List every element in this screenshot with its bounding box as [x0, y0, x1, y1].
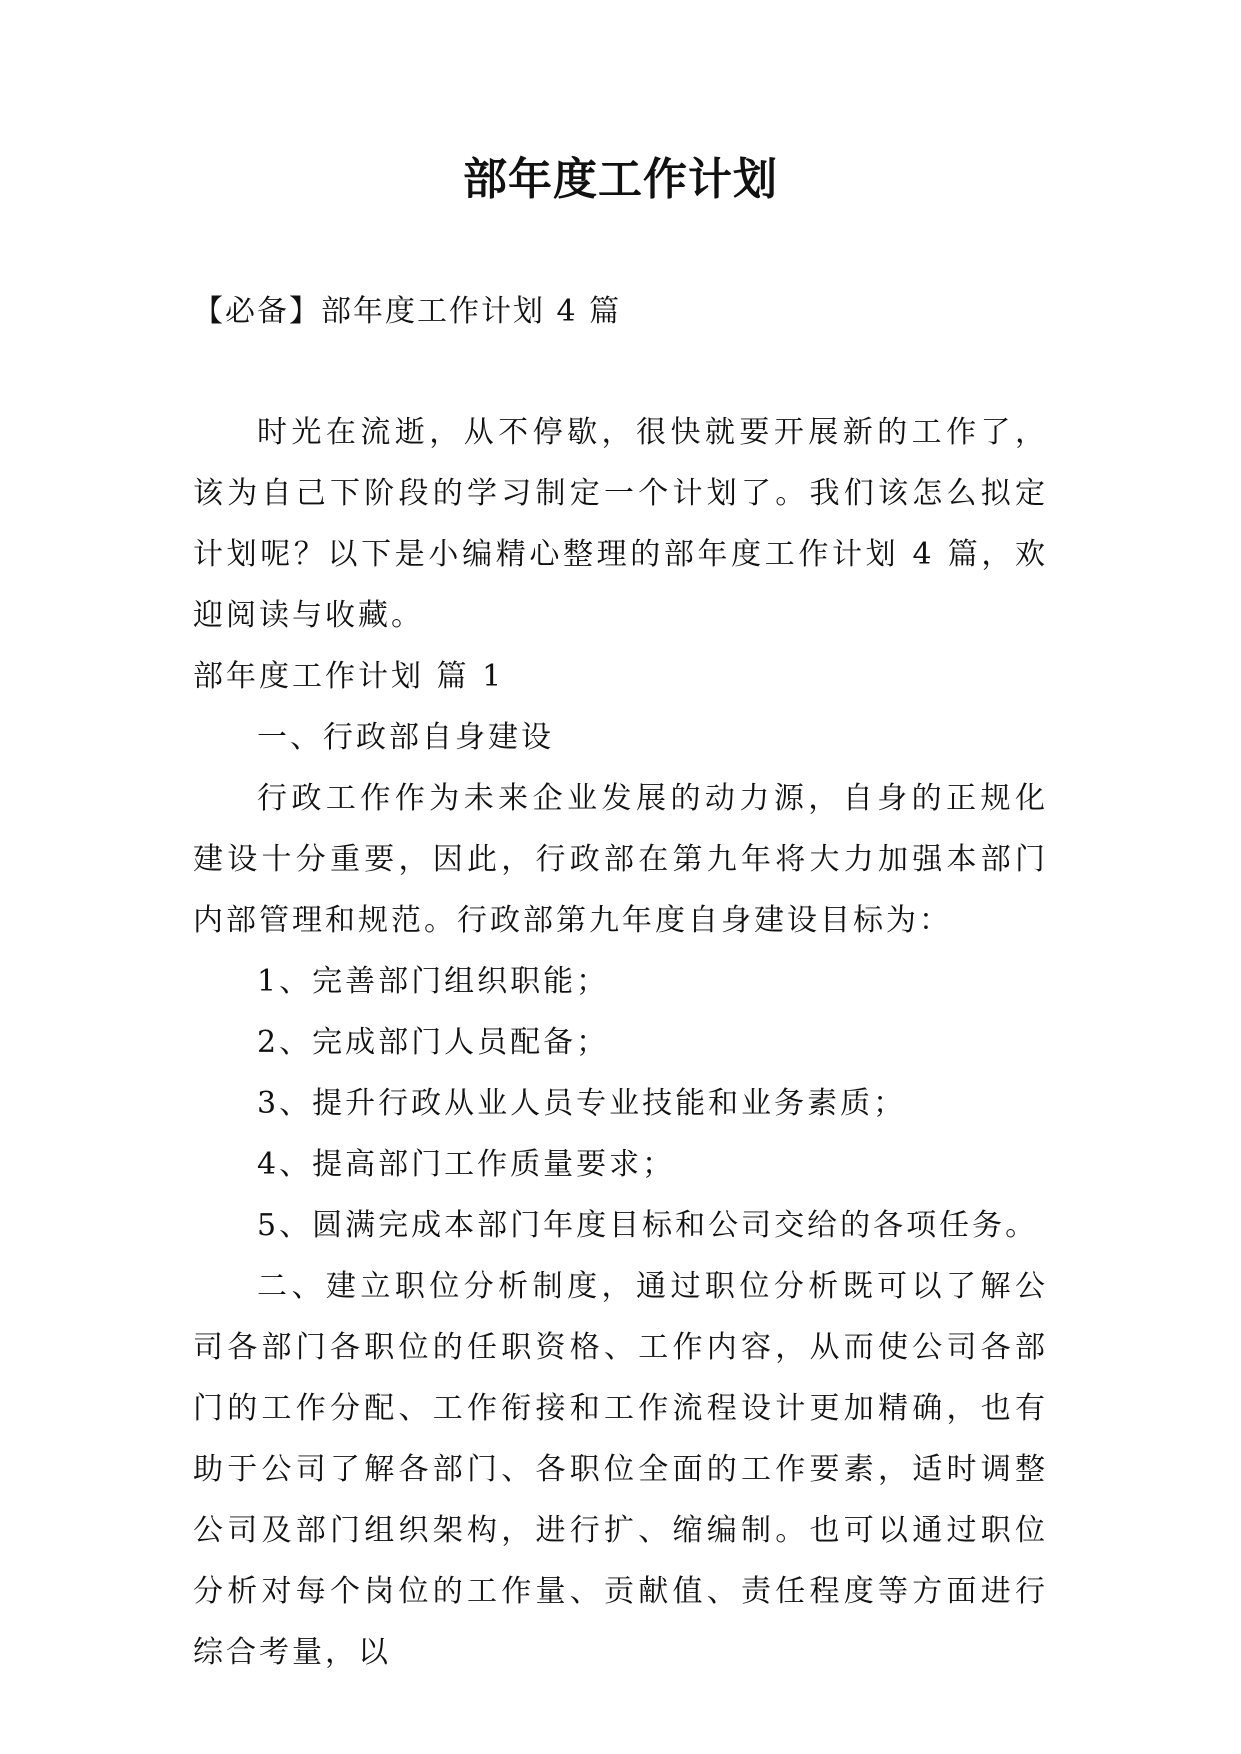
- paragraph: 3、提升行政从业人员专业技能和业务素质；: [257, 1086, 907, 1121]
- paragraph: 4、提高部门工作质量要求；: [257, 1147, 676, 1182]
- paragraph: 2、完成部门人员配备；: [257, 1025, 610, 1060]
- paragraph: 时光在流逝，从不停歇，很快就要开展新的工作了，该为自己下阶段的学习制定一个计划了。我们该怎么拟定计划呢？以下是小编精心整理的部年度工作计划 4 篇，欢迎阅读与收藏。: [193, 415, 1048, 633]
- paragraph: 二、建立职位分析制度，通过职位分析既可以了解公司各部门各职位的任职资格、工作内容，从而使公司各部门的工作分配、工作衔接和工作流程设计更加精确，也有助于公司了解各部门、各职位全面的工作要素，适时调整公司及部门组织架构，进行扩、缩编制。也可以通过职位分析对每个岗位的工作量、贡献值、责任程度等方面进行综合考量，以: [193, 1269, 1048, 1670]
- paragraph: 1、完善部门组织职能；: [257, 964, 610, 999]
- document-title: 部年度工作计划: [463, 154, 778, 205]
- paragraph: 一、行政部自身建设: [257, 720, 554, 755]
- paragraph: 行政工作作为未来企业发展的动力源，自身的正规化建设十分重要，因此，行政部在第九年将大力加强本部门内部管理和规范。行政部第九年度自身建设目标为：: [193, 781, 1048, 938]
- paragraph: 5、圆满完成本部门年度目标和公司交给的各项任务。: [257, 1208, 1039, 1243]
- document-subtitle: 【必备】部年度工作计划 4 篇: [193, 294, 622, 329]
- document-body: [193, 402, 1048, 1683]
- paragraph: 部年度工作计划 篇 1: [193, 659, 505, 694]
